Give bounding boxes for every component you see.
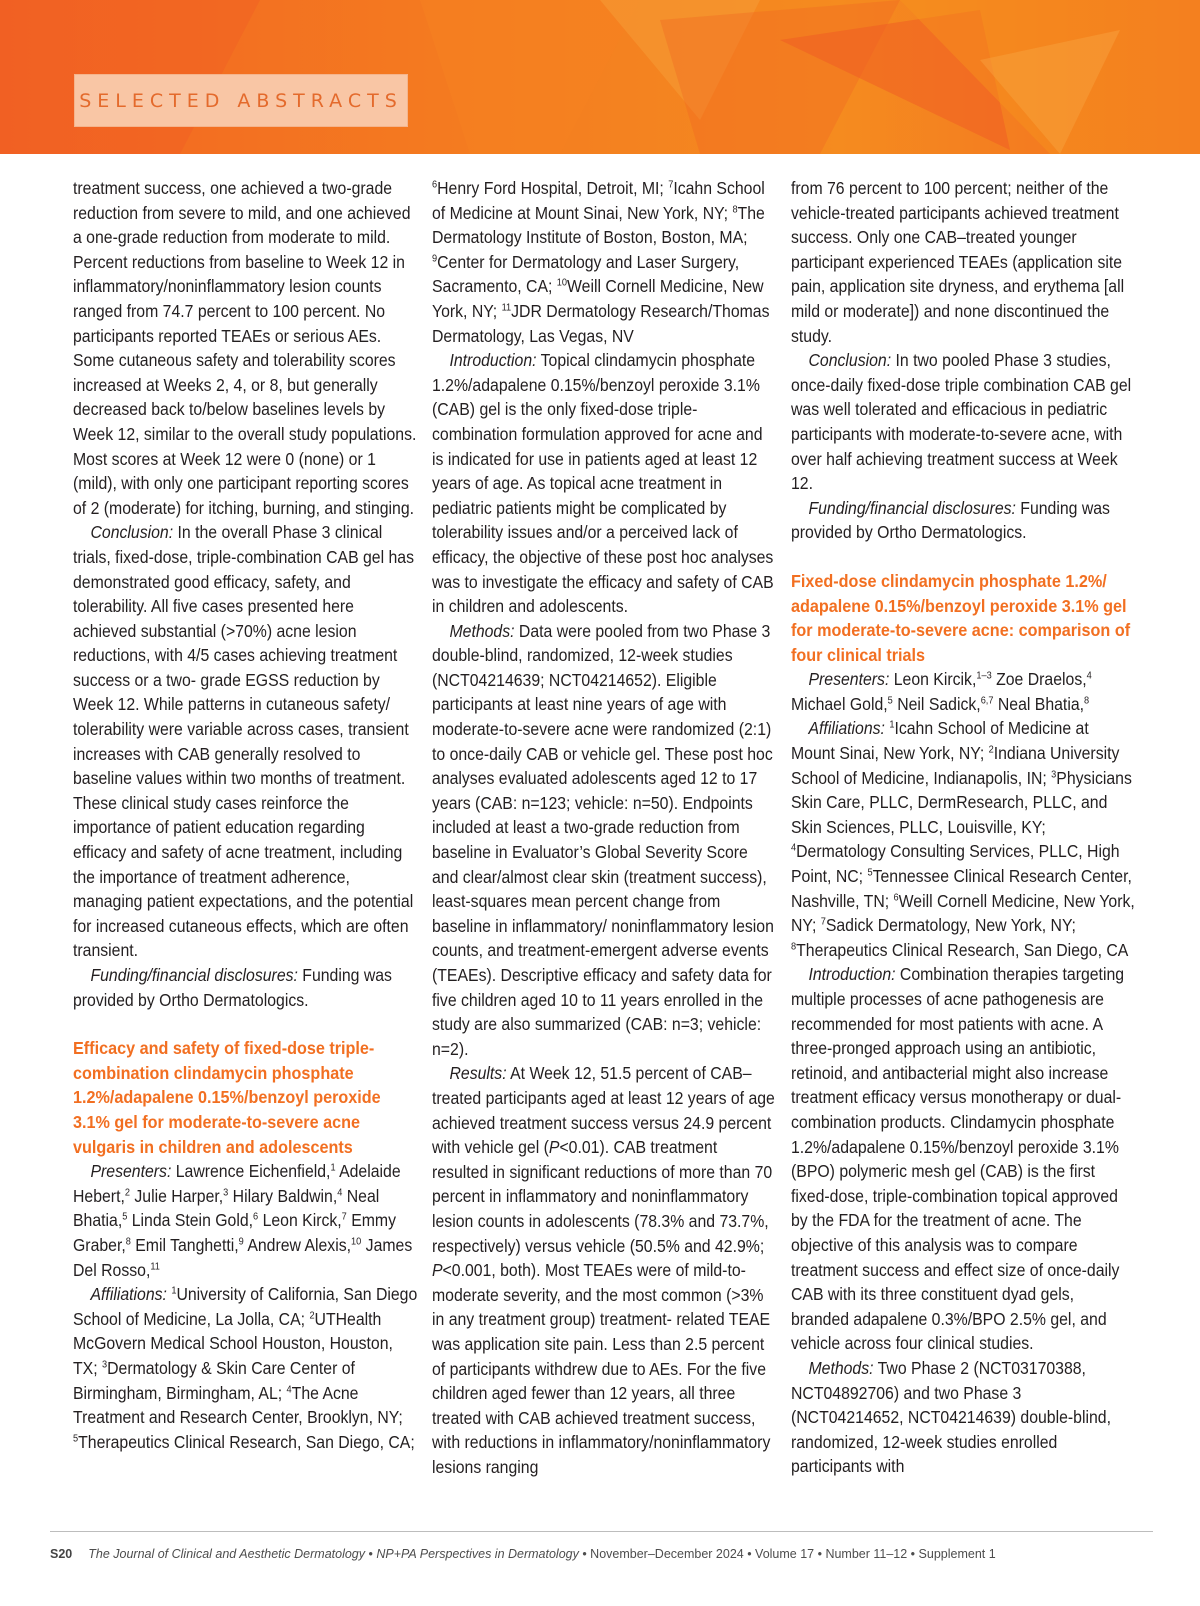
- affiliation-text: Weill Cornell Medicine, New York, NY;: [432, 276, 764, 321]
- affiliation-sup: 8: [732, 203, 738, 215]
- affiliation-sup: 2: [988, 744, 994, 756]
- affiliation-text: Therapeutics Clinical Research, San Diego, CA;: [78, 1431, 415, 1452]
- presenter-name: Lawrence Eichenfield,: [171, 1161, 331, 1182]
- affiliations-label: Affiliations:: [90, 1284, 167, 1305]
- affiliation-text: Indiana University School of Medicine, Indianapolis, IN;: [791, 743, 1120, 788]
- header-banner: [0, 0, 1200, 154]
- body-paragraph: from 76 percent to 100 percent; neither of the vehicle-treated participants achieved treatment success. Only one CAB–treated younger participant experienced TEAEs (application site pain, application site dryness, and erythema [all mild or moderate]) and none discontinued the study.: [791, 178, 1125, 346]
- affiliation-text: JDR Dermatology Research/Thomas Dermatology, Las Vegas, NV: [432, 300, 770, 346]
- footer-separator: •: [365, 1547, 377, 1561]
- presenter-sup: 6,7: [980, 695, 994, 707]
- column-1: [73, 176, 418, 1454]
- presenters-paragraph: [73, 1159, 418, 1282]
- affiliation-sup: 1: [889, 719, 895, 731]
- presenter-sup: 1: [330, 1162, 336, 1174]
- presenter-sup: 11: [150, 1260, 160, 1272]
- affiliation-text: UTHealth McGovern Medical School Houston, Houston, TX;: [73, 1308, 393, 1378]
- presenter-sup: 2: [124, 1187, 130, 1199]
- funding-text: Funding was provided by Ortho Dermatologics.: [791, 497, 1110, 543]
- affiliation-sup: 3: [101, 1359, 108, 1371]
- affiliation-text: Henry Ford Hospital, Detroit, MI;: [437, 178, 669, 198]
- presenter-name: Zoe Draelos,: [991, 669, 1087, 690]
- spacer: [73, 1012, 418, 1036]
- presenter-sup: 8: [125, 1236, 131, 1248]
- results-paragraph: [432, 1061, 777, 1479]
- issue-info: • November–December 2024 • Volume 17 • Number 11–12 • Supplement 1: [578, 1547, 996, 1561]
- presenter-sup: 5: [122, 1211, 128, 1223]
- affiliation-sup: 7: [668, 179, 674, 191]
- funding-label: Funding/financial disclosures:: [90, 965, 298, 985]
- funding-paragraph: [791, 496, 1136, 545]
- presenter-sup: 6: [253, 1211, 259, 1223]
- methods-label: Methods:: [449, 620, 515, 641]
- affiliation-text: Tennessee Clinical Research Center, Nashville, TN;: [791, 866, 1132, 911]
- affiliation-sup: 10: [556, 277, 568, 289]
- results-text: <0.001, both). Most TEAEs were of mild-to-moderate severity, and the most common (>3% in any treatment group) treatment- related TEAE was application site pain. Less than 2.5 percent of participants withdrew due to AEs. For the five children aged fewer than 12 years, all three treated with CAB achieved treatment success, with reductions in inflammatory/noninflammatory lesions ranging: [432, 1260, 771, 1477]
- body-paragraph: treatment success, one achieved a two-grade reduction from severe to mild, and one achieved a one-grade reduction from moderate to mild. Percent reductions from baseline to Week 12 in inflammatory/noninflammatory lesion counts ranged from 74.7 percent to 100 percent. No participants reported TEAEs or serious AEs. Some cutaneous safety and tolerability scores increased at Weeks 2, 4, or 8, but generally decreased back to/below baselines levels by Week 12, similar to the overall study populations. Most scores at Week 12 were 0 (none) or 1 (mild), with only one participant reporting scores of 2 (moderate) for itching, burning, and stinging.: [73, 178, 417, 518]
- presenter-sup: 4: [1086, 670, 1092, 682]
- presenter-name: Leon Kircik,: [889, 669, 977, 690]
- affiliation-sup: 4: [286, 1383, 292, 1395]
- presenter-sup: 9: [238, 1236, 244, 1248]
- affiliation-sup: 5: [867, 867, 873, 879]
- affiliations-paragraph: [73, 1282, 418, 1454]
- affiliations-continued: [432, 176, 777, 348]
- spacer: [791, 545, 1136, 569]
- conclusion-paragraph: [791, 348, 1136, 496]
- column-2: [432, 176, 777, 1479]
- affiliation-text: Dermatology Consulting Services, PLLC, High Point, NC;: [791, 841, 1120, 887]
- affiliation-sup: 8: [791, 941, 797, 953]
- presenter-name: Neil Sadick,: [892, 693, 981, 714]
- introduction-text: Topical clindamycin phosphate 1.2%/adapalene 0.15%/benzoyl peroxide 3.1% (CAB) gel is the only fixed-dose triple-combination formulation approved for acne and is indicated for use in patients aged at least 12 years of age. As topical acne treatment in pediatric patients might be complicated by tolerability issues and/or a perceived lack of efficacy, the objective of these post hoc analyses was to investigate the efficacy and safety of CAB in children and adolescents.: [432, 350, 774, 617]
- affiliation-sup: 3: [1051, 768, 1057, 780]
- methods-paragraph: [791, 1356, 1136, 1479]
- presenters-paragraph: [791, 667, 1136, 716]
- presenter-sup: 5: [887, 695, 893, 707]
- methods-paragraph: [432, 619, 777, 1062]
- presenter-name: Andrew Alexis,: [243, 1234, 352, 1255]
- conclusion-paragraph: [73, 520, 418, 963]
- presenter-sup: 4: [337, 1187, 343, 1199]
- presenter-name: Julie Harper,: [129, 1185, 224, 1206]
- supplement-title: NP+PA Perspectives in Dermatology: [376, 1547, 579, 1561]
- column-3: [791, 176, 1136, 1479]
- affiliation-text: Sadick Dermatology, New York, NY;: [825, 915, 1076, 936]
- journal-title: The Journal of Clinical and Aesthetic Dermatology: [88, 1547, 366, 1561]
- presenter-name: Emmy Graber,: [73, 1210, 396, 1255]
- affiliation-text: The Dermatology Institute of Boston, Boston, MA;: [432, 202, 765, 248]
- presenter-sup: 1–3: [976, 670, 992, 682]
- affiliation-sup: 5: [73, 1432, 79, 1444]
- presenters-label: Presenters:: [90, 1161, 172, 1182]
- presenter-name: Michael Gold,: [791, 693, 888, 714]
- affiliation-text: Therapeutics Clinical Research, San Diego, CA: [796, 939, 1129, 960]
- funding-paragraph: [73, 963, 418, 1012]
- footer-divider: [50, 1531, 1153, 1532]
- methods-text: Data were pooled from two Phase 3 double-blind, randomized, 12-week studies (NCT04214639; NCT04214652). Eligible participants at least nine years of age with moderate-to-severe acne were randomized (2:1) to once-daily CAB or vehicle gel. These post hoc analyses evaluated adolescents aged 12 to 17 years (CAB: n=123; vehicle: n=50). Endpoints included at least a two-grade reduction from baseline in Evaluator’s Global Severity Score and clear/almost clear skin (treatment success), least-squares mean percent change from baseline in inflammatory/ noninflammatory lesion counts, and treatment-emergent adverse events (TEAEs). Descriptive efficacy and safety data for five children aged 10 to 11 years enrolled in the study are also summarized (CAB: n=3; vehicle: n=2).: [432, 620, 774, 1059]
- methods-text: Two Phase 2 (NCT03170388, NCT04892706) and two Phase 3 (NCT04214652, NCT04214639) double-blind, randomized, 12-week studies enrolled participants with: [791, 1357, 1111, 1477]
- presenter-name: Neal Bhatia,: [73, 1185, 380, 1231]
- affiliation-sup: 9: [432, 253, 438, 265]
- page-footer: [50, 1547, 1153, 1569]
- results-text: At Week 12, 51.5 percent of CAB–treated participants aged at least 12 years of age achieved treatment success versus 24.9 percent with vehicle gel (: [432, 1063, 775, 1158]
- conclusion-label: Conclusion:: [808, 350, 892, 371]
- affiliation-sup: 2: [309, 1309, 315, 1321]
- introduction-label: Introduction:: [449, 350, 537, 371]
- presenter-sup: 10: [351, 1236, 362, 1248]
- affiliation-sup: 6: [432, 179, 438, 191]
- affiliation-text: Physicians Skin Care, PLLC, DermResearch, PLLC, and Skin Sciences, PLLC, Louisville, KY;: [791, 767, 1132, 837]
- introduction-label: Introduction:: [808, 964, 896, 985]
- abstract-title: Efficacy and safety of fixed-dose triple-combination clindamycin phosphate 1.2%/adapalene 0.15%/benzoyl peroxide 3.1% gel for moderate-to-severe acne vulgaris in children and adolescents: [73, 1038, 381, 1157]
- funding-text: Funding was provided by Ortho Dermatologics.: [73, 965, 392, 1010]
- presenter-name: Linda Stein Gold,: [127, 1210, 254, 1231]
- presenter-sup: 8: [1084, 695, 1090, 707]
- presenter-name: Emil Tanghetti,: [130, 1234, 239, 1255]
- presenters-label: Presenters:: [808, 669, 890, 690]
- page-number: S20: [50, 1547, 73, 1561]
- affiliation-text: Icahn School of Medicine at Mount Sinai, New York, NY;: [432, 178, 765, 223]
- section-label: SELECTED ABSTRACTS: [74, 74, 408, 127]
- affiliations-paragraph: [791, 716, 1136, 962]
- results-label: Results:: [449, 1063, 507, 1084]
- introduction-paragraph: [432, 348, 777, 619]
- results-text: <0.01). CAB treatment resulted in significant reductions of more than 70 percent in inflammatory and noninflammatory lesion counts in adolescents (78.3% and 73.7%, respectively) versus vehicle (50.5% and 42.9%;: [432, 1137, 773, 1256]
- affiliation-sup: 11: [501, 302, 512, 314]
- presenter-sup: 3: [223, 1187, 229, 1199]
- presenter-name: James Del Rosso,: [73, 1234, 413, 1280]
- p-value-symbol: P: [548, 1137, 560, 1158]
- conclusion-text: In the overall Phase 3 clinical trials, fixed-dose, triple-combination CAB gel has demonstrated good efficacy, safety, and tolerability. All five cases presented here achieved substantial (>70%) acne lesion reductions, with 4/5 cases achieving treatment success or a two- grade EGSS reduction by Week 12. While patterns in cutaneous safety/ tolerability were variable across cases, transient increases with CAB generally resolved to baseline values within two months of treatment. These clinical study cases reinforce the importance of patient education regarding efficacy and safety of acne treatment, including the importance of treatment adherence, managing patient expectations, and the potential for increased cutaneous effects, which are often transient.: [73, 522, 415, 961]
- affiliation-sup: 7: [820, 916, 826, 928]
- presenter-name: Neal Bhatia,: [993, 693, 1085, 714]
- funding-label: Funding/financial disclosures:: [808, 497, 1016, 518]
- presenter-name: Adelaide Hebert,: [73, 1161, 401, 1206]
- presenter-sup: 7: [341, 1211, 347, 1223]
- abstract-title: Fixed-dose clindamycin phosphate 1.2%/ adapalene 0.15%/benzoyl peroxide 3.1% gel for moderate-to-severe acne: comparison of four clinical trials: [791, 570, 1131, 665]
- affiliation-sup: 6: [893, 891, 899, 903]
- affiliation-text: Icahn School of Medicine at Mount Sinai, New York, NY;: [791, 718, 1089, 764]
- introduction-text: Combination therapies targeting multiple processes of acne pathogenesis are recommended for most patients with acne. A three-pronged approach using an antibiotic, retinoid, and antibacterial might also increase treatment efficacy versus monotherapy or dual-combination products. Clindamycin phosphate 1.2%/adapalene 0.15%/benzoyl peroxide 3.1% (BPO) polymeric mesh gel (CAB) is the first fixed-dose, triple-combination topical approved by the FDA for the treatment of acne. The objective of this analysis was to compare treatment success and effect size of once-daily CAB with its three constituent dyad gels, branded adapalene 0.3%/BPO 2.5% gel, and vehicle across four clinical studies.: [791, 964, 1125, 1354]
- conclusion-text: In two pooled Phase 3 studies, once-daily fixed-dose triple combination CAB gel was well tolerated and efficacious in pediatric participants with moderate-to-severe acne, with over half achieving treatment success at Week 12.: [791, 350, 1132, 494]
- affiliation-text: Dermatology & Skin Care Center of Birmingham, Birmingham, AL;: [73, 1357, 355, 1403]
- methods-label: Methods:: [808, 1357, 874, 1378]
- presenter-name: Hilary Baldwin,: [228, 1185, 338, 1206]
- affiliation-text: Weill Cornell Medicine, New York, NY;: [791, 890, 1135, 936]
- affiliation-text: University of California, San Diego School of Medicine, La Jolla, CA;: [73, 1284, 418, 1329]
- introduction-paragraph: [791, 962, 1136, 1356]
- affiliations-label: Affiliations:: [808, 718, 885, 739]
- presenter-name: Leon Kirck,: [258, 1210, 342, 1231]
- p-value-symbol: P: [432, 1260, 443, 1281]
- affiliation-text: The Acne Treatment and Research Center, Brooklyn, NY;: [73, 1382, 403, 1428]
- conclusion-label: Conclusion:: [90, 522, 174, 543]
- affiliation-sup: 1: [171, 1285, 177, 1297]
- affiliation-sup: 4: [791, 842, 797, 854]
- affiliation-text: Center for Dermatology and Laser Surgery, Sacramento, CA;: [432, 251, 740, 297]
